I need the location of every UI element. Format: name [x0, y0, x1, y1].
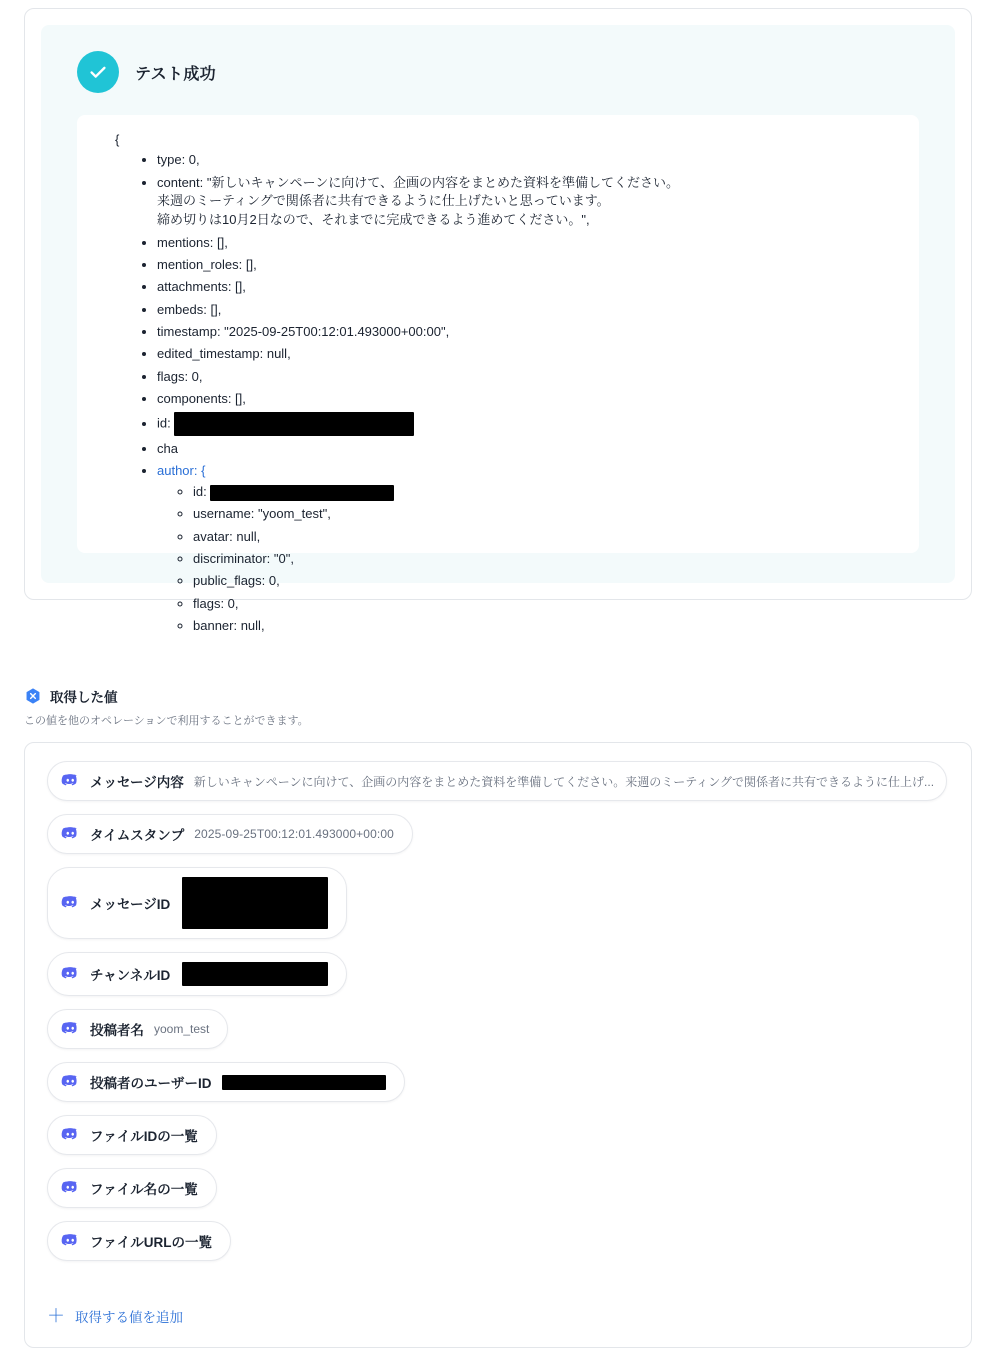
test-result-panel — [41, 25, 955, 634]
json-field-author: • author: { ◦ id: ◦ username: "yoom_test", ◦ avatar: null, ◦ discriminator: "0", ◦ public_flags: 0, ◦ flags: 0, ◦ banner: null, — [157, 462, 899, 636]
json-field-type: • type: 0, — [157, 151, 899, 170]
discord-icon — [62, 1073, 80, 1091]
value-label: メッセージ内容 — [90, 775, 184, 790]
value-text: yoom_test — [154, 1022, 210, 1036]
hexagon-close-icon — [24, 687, 42, 705]
value-label: 投稿者のユーザーID — [90, 1076, 212, 1091]
json-field-components: • components: [], — [157, 390, 899, 409]
value-row-message-id — [47, 867, 949, 952]
value-label: タイムスタンプ — [90, 828, 185, 843]
json-field-avatar: ◦ avatar: null, — [193, 528, 899, 547]
obtained-values-subtitle: この値を他のオペレーションで利用することができます。 — [24, 715, 309, 727]
obtained-values-card — [24, 742, 972, 1348]
value-label: ファイルURLの一覧 — [90, 1235, 212, 1250]
json-field-discriminator: ◦ discriminator: "0", — [193, 550, 899, 569]
check-circle-icon — [77, 51, 119, 93]
discord-icon — [62, 772, 80, 790]
json-field-author-flags: ◦ flags: 0, — [193, 595, 899, 614]
value-row-channel-id — [47, 952, 949, 1009]
json-field-list — [97, 151, 899, 636]
json-open-brace: { — [115, 132, 120, 147]
json-field-channel-id: • cha — [157, 440, 899, 459]
value-row-author-user-id — [47, 1062, 949, 1115]
discord-icon — [62, 894, 80, 912]
value-label: チャンネルID — [90, 968, 171, 983]
discord-icon — [62, 1020, 80, 1038]
value-row-file-ids — [47, 1115, 949, 1168]
redacted-value — [182, 962, 328, 986]
obtained-values-title: 取得した値 — [50, 690, 118, 705]
value-chip-file-names[interactable] — [47, 1168, 217, 1208]
value-text: 2025-09-25T00:12:01.493000+00:00 — [194, 827, 394, 841]
value-chip-channel-id[interactable] — [47, 952, 347, 996]
add-obtained-value-button[interactable] — [47, 1306, 183, 1326]
obtained-values-section — [24, 686, 972, 1348]
value-label: ファイルIDの一覧 — [90, 1129, 198, 1144]
json-field-embeds: • embeds: [], — [157, 301, 899, 320]
discord-icon — [62, 965, 80, 983]
json-field-author-id: ◦ id: — [193, 483, 899, 502]
json-field-mention-roles: • mention_roles: [], — [157, 256, 899, 275]
json-field-attachments: • attachments: [], — [157, 278, 899, 297]
value-chip-author-user-id[interactable] — [47, 1062, 405, 1102]
redacted-value — [182, 877, 328, 929]
discord-icon — [62, 825, 80, 843]
redacted-message-id — [174, 412, 414, 436]
value-row-author-name — [47, 1009, 949, 1062]
json-field-content: • content: "新しいキャンペーンに向けて、企画の内容をまとめた資料を準備してください。 来週のミーティングで関係者に共有できるように仕上げたいと思っています。 締め切りは10月2日なので、それまでに完成できるよう進めてください。", — [157, 174, 899, 231]
json-field-flags: • flags: 0, — [157, 368, 899, 387]
redacted-value — [222, 1075, 386, 1090]
value-chip-message-id[interactable] — [47, 867, 347, 939]
json-field-edited-timestamp: • edited_timestamp: null, — [157, 345, 899, 364]
json-field-public-flags: ◦ public_flags: 0, — [193, 572, 899, 591]
value-row-file-urls — [47, 1221, 949, 1274]
json-output-panel[interactable] — [77, 115, 919, 634]
json-author-list — [157, 483, 899, 636]
value-chip-message-content[interactable] — [47, 761, 947, 801]
json-field-username: ◦ username: "yoom_test", — [193, 505, 899, 524]
value-chip-file-ids[interactable] — [47, 1115, 217, 1155]
value-text: 新しいキャンペーンに向けて、企画の内容をまとめた資料を準備してください。来週のミーティングで関係者に共有できるように仕上げ... — [193, 774, 935, 789]
test-result-card — [24, 8, 972, 634]
value-label: メッセージID — [90, 897, 171, 912]
value-label: 投稿者名 — [90, 1023, 144, 1038]
obtained-values-header — [24, 686, 972, 706]
value-row-timestamp — [47, 814, 949, 867]
json-field-mentions: • mentions: [], — [157, 234, 899, 253]
json-field-banner: ◦ banner: null, — [193, 617, 899, 636]
discord-icon — [62, 1179, 80, 1197]
test-result-header — [77, 51, 919, 93]
value-row-message-content — [47, 761, 949, 814]
add-obtained-value-label: 取得する値を追加 — [75, 1310, 183, 1325]
redacted-author-id — [210, 485, 394, 501]
discord-icon — [62, 1232, 80, 1250]
discord-icon — [62, 1126, 80, 1144]
value-chip-author-name[interactable] — [47, 1009, 228, 1049]
value-chip-file-urls[interactable] — [47, 1221, 231, 1261]
test-result-title: テスト成功 — [135, 65, 216, 83]
value-label: ファイル名の一覧 — [90, 1182, 198, 1197]
value-chip-timestamp[interactable] — [47, 814, 413, 854]
json-field-timestamp: • timestamp: "2025-09-25T00:12:01.493000+00:00", — [157, 323, 899, 342]
value-row-file-names — [47, 1168, 949, 1221]
plus-icon: ＋ — [47, 1306, 65, 1326]
json-field-id: • id: — [157, 412, 899, 436]
